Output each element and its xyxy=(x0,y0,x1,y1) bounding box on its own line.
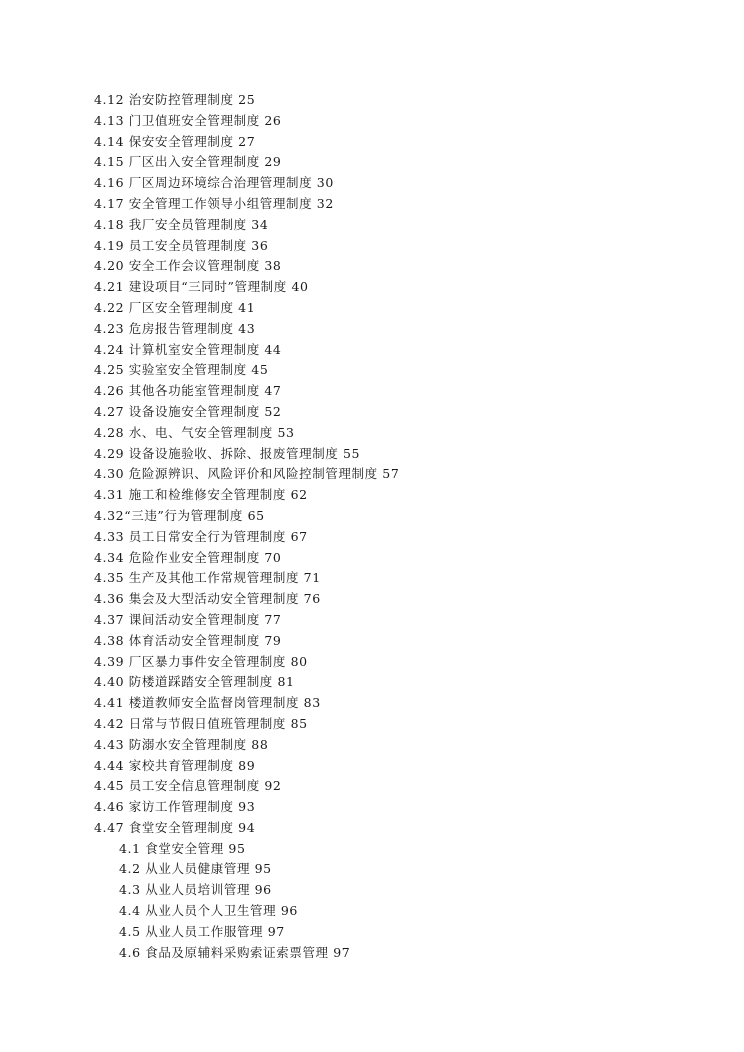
toc-entry: 4.44 家校共育管理制度 89 xyxy=(94,757,256,773)
toc-subentry: 4.4 从业人员个人卫生管理 96 xyxy=(119,903,298,919)
toc-entry: 4.28 水、电、气安全管理制度 53 xyxy=(94,424,295,440)
toc-entry: 4.33 员工日常安全行为管理制度 67 xyxy=(94,528,308,544)
toc-entry: 4.32“三违”行为管理制度 65 xyxy=(94,507,265,523)
table-of-contents xyxy=(94,90,399,963)
toc-entry: 4.27 设备设施安全管理制度 52 xyxy=(94,403,282,419)
toc-subentry: 4.1 食堂安全管理 95 xyxy=(119,840,246,856)
toc-entry: 4.23 危房报告管理制度 43 xyxy=(94,320,256,336)
toc-entry: 4.38 体育活动安全管理制度 79 xyxy=(94,632,282,648)
toc-entry: 4.24 计算机室安全管理制度 44 xyxy=(94,341,282,357)
toc-subentry: 4.5 从业人员工作服管理 97 xyxy=(119,923,285,939)
toc-entry: 4.42 日常与节假日值班管理制度 85 xyxy=(94,715,308,731)
toc-entry: 4.15 厂区出入安全管理制度 29 xyxy=(94,154,282,170)
toc-entry: 4.26 其他各功能室管理制度 47 xyxy=(94,383,282,399)
toc-entry: 4.37 课间活动安全管理制度 77 xyxy=(94,611,282,627)
toc-entry: 4.30 危险源辨识、风险评价和风险控制管理制度 57 xyxy=(94,466,400,482)
toc-entry: 4.20 安全工作会议管理制度 38 xyxy=(94,258,282,274)
toc-entry: 4.43 防溺水安全管理制度 88 xyxy=(94,736,269,752)
toc-entry: 4.34 危险作业安全管理制度 70 xyxy=(94,549,282,565)
toc-entry: 4.12 治安防控管理制度 25 xyxy=(94,92,256,107)
toc-subentry: 4.6 食品及原辅料采购索证索票管理 97 xyxy=(119,944,351,960)
toc-entry: 4.25 实验室安全管理制度 45 xyxy=(94,362,269,378)
toc-entry: 4.16 厂区周边环境综合治理管理制度 30 xyxy=(94,175,334,191)
toc-entry: 4.46 家访工作管理制度 93 xyxy=(94,799,256,815)
toc-entry: 4.18 我厂安全员管理制度 34 xyxy=(94,216,269,232)
toc-entry: 4.35 生产及其他工作常规管理制度 71 xyxy=(94,570,321,586)
toc-entry: 4.41 楼道教师安全监督岗管理制度 83 xyxy=(94,695,321,711)
toc-entry: 4.40 防楼道踩踏安全管理制度 81 xyxy=(94,674,295,690)
toc-entry: 4.13 门卫值班安全管理制度 26 xyxy=(94,112,282,128)
toc-entry: 4.45 员工安全信息管理制度 92 xyxy=(94,778,282,794)
toc-entry: 4.19 员工安全员管理制度 36 xyxy=(94,237,269,253)
toc-entry: 4.36 集会及大型活动安全管理制度 76 xyxy=(94,591,321,607)
toc-entry: 4.17 安全管理工作领导小组管理制度 32 xyxy=(94,195,334,211)
toc-entry: 4.47 食堂安全管理制度 94 xyxy=(94,819,256,835)
toc-subentry: 4.3 从业人员培训管理 96 xyxy=(119,882,272,898)
toc-subentry: 4.2 从业人员健康管理 95 xyxy=(119,861,272,877)
toc-entry: 4.29 设备设施验收、拆除、报废管理制度 55 xyxy=(94,445,361,461)
toc-entry: 4.39 厂区暴力事件安全管理制度 80 xyxy=(94,653,308,669)
toc-entry: 4.21 建设项目“三同时”管理制度 40 xyxy=(94,279,309,295)
toc-entry: 4.22 厂区安全管理制度 41 xyxy=(94,299,256,315)
toc-entry: 4.14 保安安全管理制度 27 xyxy=(94,133,256,149)
toc-entry: 4.31 施工和检维修安全管理制度 62 xyxy=(94,487,308,503)
